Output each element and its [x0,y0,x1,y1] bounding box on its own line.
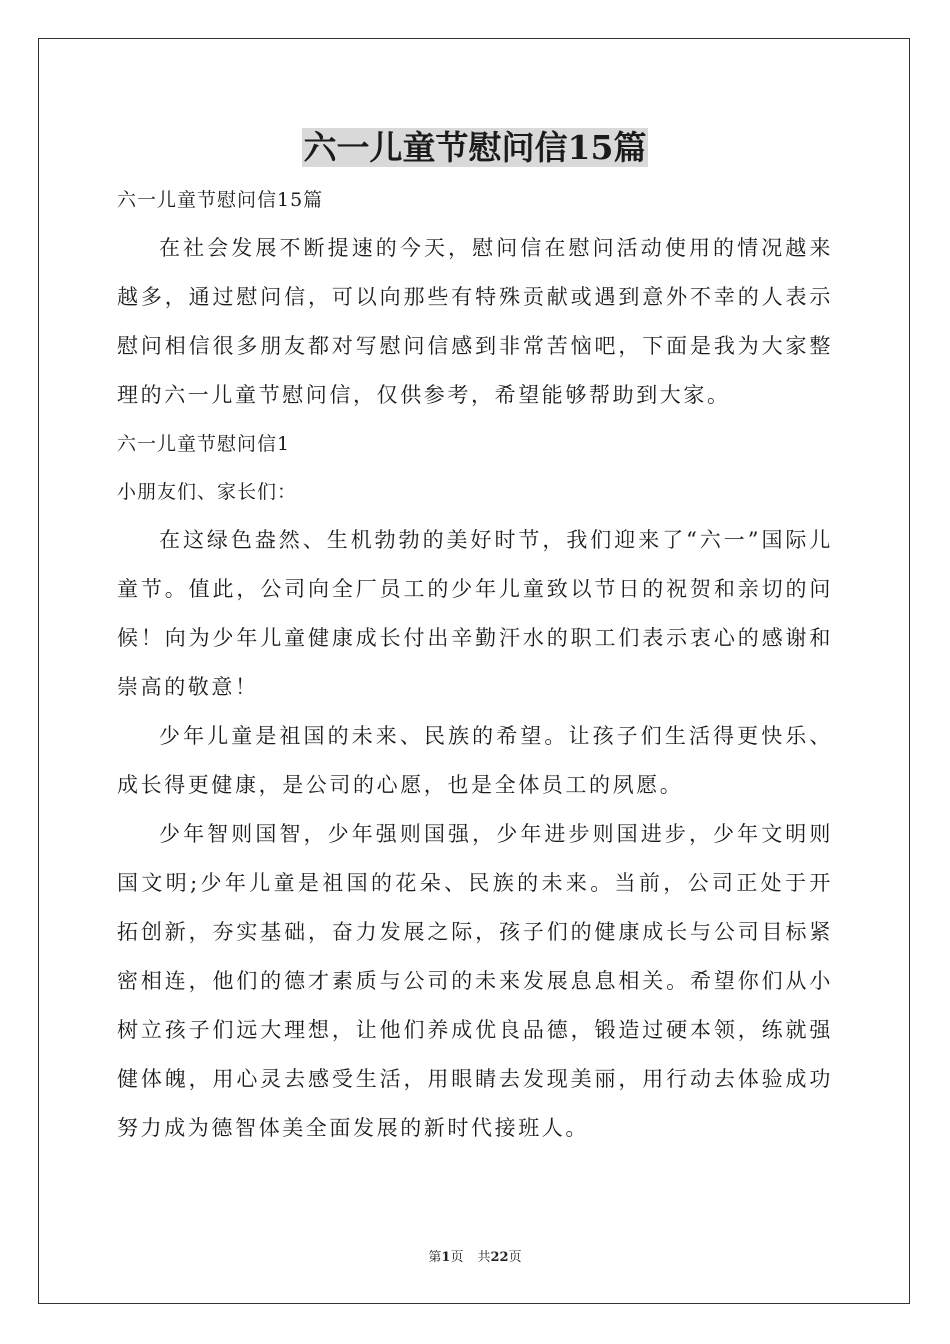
intro-paragraph: 在社会发展不断提速的今天，慰问信在慰问活动使用的情况越来越多，通过慰问信，可以向那些有特殊贡献或遇到意外不幸的人表示慰问相信很多朋友都对写慰问信感到非常苦恼吧，下面是我为大家整理的六一儿童节慰问信，仅供参考，希望能够帮助到大家。 [117,236,833,407]
body-paragraph: 在这绿色盎然、生机勃勃的美好时节，我们迎来了“六一”国际儿童节。值此，公司向全厂员工的少年儿童致以节日的祝贺和亲切的问候！向为少年儿童健康成长付出辛勤汗水的职工们表示衷心的感谢和崇高的敬意！ [117,528,833,699]
page-label-suffix: 页 [450,1250,464,1265]
salutation: 小朋友们、家长们： [117,481,298,503]
document-title-text: 六一儿童节慰问信15篇 [303,128,647,167]
page-total-suffix: 页 [508,1250,522,1265]
page-footer [0,1246,950,1265]
page-total-prefix: 共 [477,1250,491,1265]
body-paragraph: 少年儿童是祖国的未来、民族的希望。让孩子们生活得更快乐、成长得更健康，是公司的心愿，也是全体员工的夙愿。 [117,724,833,797]
body-paragraph: 少年智则国智，少年强则国强，少年进步则国进步，少年文明则国文明;少年儿童是祖国的花朵、民族的未来。当前，公司正处于开拓创新，夯实基础，奋力发展之际，孩子们的健康成长与公司目标紧密相连，他们的德才素质与公司的未来发展息息相关。希望你们从小树立孩子们远大理想，让他们养成优良品德，锻造过硬本领，练就强健体魄，用心灵去感受生活，用眼睛去发现美丽，用行动去体验成功努力成为德智体美全面发展的新时代接班人。 [117,822,833,1140]
document-title [0,124,950,172]
page-total-number: 22 [490,1250,509,1265]
document-subtitle: 六一儿童节慰问信15篇 [117,189,324,211]
page-label-prefix: 第 [428,1250,442,1265]
document-body [117,176,833,1153]
page-current-number: 1 [441,1250,451,1265]
section-heading: 六一儿童节慰问信1 [117,433,291,455]
